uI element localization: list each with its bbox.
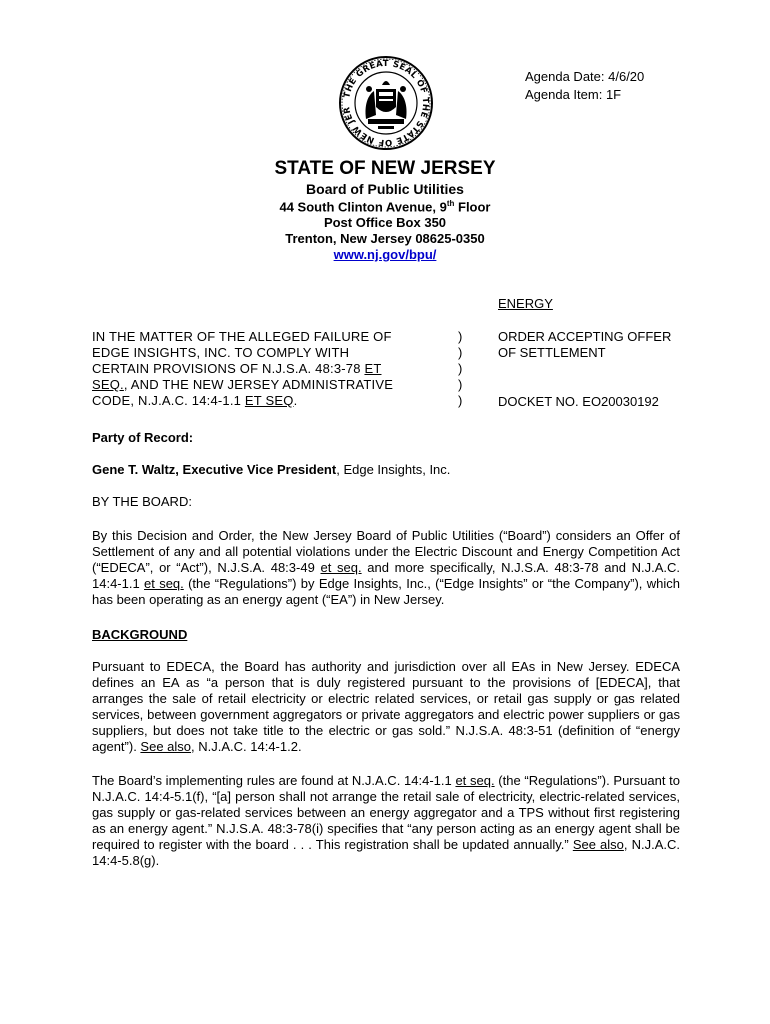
case-caption: IN THE MATTER OF THE ALLEGED FAILURE OF EDGE INSIGHTS, INC. TO COMPLY WITH CERTAIN PROVISIONS OF N.J.S.A. 48:3-78 ET SEQ., AND THE NEW JERSEY ADMINISTRATIVE CODE, N.J.A.C. 14:4-1.1 ET SEQ. [92, 329, 394, 408]
division-label: ENERGY [498, 296, 553, 311]
page-title: STATE OF NEW JERSEY [274, 158, 496, 179]
section-heading-background: BACKGROUND [92, 627, 188, 642]
party-heading: Party of Record: [92, 430, 194, 445]
svg-text:THE GREAT SEAL OF THE STATE OF: THE GREAT SEAL OF THE STATE OF NEW JER [342, 58, 431, 148]
agenda-date: Agenda Date: 4/6/20 [525, 69, 645, 84]
party-line: Gene T. Waltz, Executive Vice President, Edge Insights, Inc. [92, 462, 451, 477]
po-box: Post Office Box 350 [323, 215, 447, 230]
paragraph-background: Pursuant to EDECA, the Board has authority and jurisdiction over all EAs in New Jersey. EDECA defines an EA as “a person that is duly registered pursuant to the provisions of [EDECA], that arranges the sale of retail electricity or electric related services, or retail gas supply or gas related services, between government aggregators or private aggregators and electric power suppliers or gas suppliers, but does not take title to the electric or gas sold.” N.J.S.A. 48:3-51 (definition of “energy agent”). See also, N.J.A.C. 14:4-1.2. [92, 659, 680, 754]
board-address: 44 South Clinton Avenue, 9th Floor [279, 199, 491, 215]
agenda-item: Agenda Item: 1F [525, 87, 622, 102]
agenda-block [525, 68, 644, 104]
paragraph-regulations: The Board’s implementing rules are found at N.J.A.C. 14:4-1.1 et seq. (the “Regulations”). Pursuant to N.J.A.C. 14:4-5.1(f), “[a] person shall not arrange the retail sale of electricity, electric-related services, gas supply or gas-related services between an energy aggregator and a TPS without first registering as an energy agent.” N.J.S.A. 48:3-78(i) specifies that “any person acting as an energy agent shall be required to register with the board . . . This registration shall be updated annually.” See also, N.J.A.C. 14:4-5.8(g). [92, 773, 680, 868]
board-name: Board of Public Utilities [306, 181, 464, 197]
caption-parentheses: ) ) ) ) ) [458, 329, 463, 408]
docket-number: DOCKET NO. EO20030192 [498, 394, 659, 409]
by-the-board: BY THE BOARD: [92, 494, 192, 509]
website-link-row [0, 247, 770, 262]
website-link[interactable]: www.nj.gov/bpu/ [333, 247, 437, 262]
paragraph-intro: By this Decision and Order, the New Jersey Board of Public Utilities (“Board”) considers an Offer of Settlement of any and all potential violations under the Electric Discount and Energy Competition Act (“EDECA”, or “Act”), N.J.S.A. 48:3-49 et seq. and more specifically, N.J.S.A. 48:3-78 and N.J.A.C. 14:4-1.1 et seq. (the “Regulations”) by Edge Insights, Inc., (“Edge Insights” or “the Company”), which has been operating as an energy agent (“EA”) in New Jersey. [92, 528, 681, 607]
seal-graphic [338, 55, 434, 151]
city-line: Trenton, New Jersey 08625-0350 [285, 231, 485, 246]
order-title: ORDER ACCEPTING OFFER OF SETTLEMENT [498, 329, 672, 360]
state-seal-icon [338, 55, 434, 151]
